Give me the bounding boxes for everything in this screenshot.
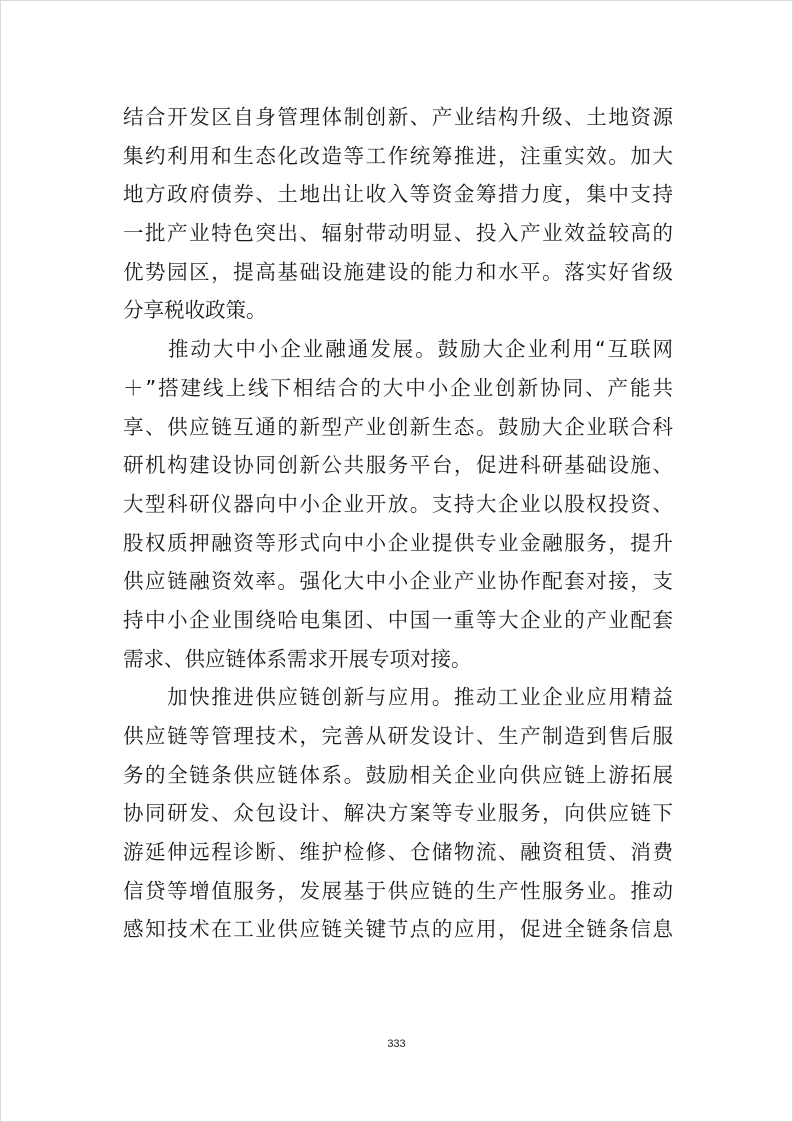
text-line: 加快推进供应链创新与应用。推动工业企业应用精益: [123, 685, 673, 710]
text-line: 供应链融资效率。强化大中小企业产业协作配套对接，支: [123, 569, 673, 594]
text-line: 协同研发、众包设计、解决方案等专业服务，向供应链下: [123, 801, 673, 826]
text-line: 游延伸远程诊断、维护检修、仓储物流、融资租赁、消费: [123, 840, 673, 865]
text-line: 推动大中小企业融通发展。鼓励大企业利用“互联网: [123, 337, 673, 362]
text-line: 研机构建设协同创新公共服务平台，促进科研基础设施、: [123, 453, 673, 478]
text-line: 股权质押融资等形式向中小企业提供专业金融服务，提升: [123, 530, 673, 555]
text-line: 集约利用和生态化改造等工作统筹推进，注重实效。加大: [123, 143, 673, 168]
text-line: 务的全链条供应链体系。鼓励相关企业向供应链上游拓展: [123, 762, 673, 787]
paragraph-2: [123, 330, 673, 678]
text-line: 享、供应链互通的新型产业创新生态。鼓励大企业联合科: [123, 414, 673, 439]
page-number: 333: [387, 1038, 406, 1050]
text-line: 感知技术在工业供应链关键节点的应用，促进全链条信息: [123, 917, 673, 942]
text-line: 优势园区，提高基础设施建设的能力和水平。落实好省级: [123, 259, 673, 284]
text-line: 需求、供应链体系需求开展专项对接。: [123, 646, 472, 671]
text-line: 一批产业特色突出、辐射带动明显、投入产业效益较高的: [123, 221, 673, 246]
text-line: 大型科研仪器向中小企业开放。支持大企业以股权投资、: [123, 491, 673, 516]
text-line: 信贷等增值服务，发展基于供应链的生产性服务业。推动: [123, 878, 673, 903]
paragraph-1: [123, 98, 673, 330]
text-line: 结合开发区自身管理体制创新、产业结构升级、土地资源: [123, 105, 673, 129]
text-line: ＋”搭建线上线下相结合的大中小企业创新协同、产能共: [123, 375, 673, 400]
document-body: [123, 98, 673, 949]
text-line: 持中小企业围绕哈电集团、中国一重等大企业的产业配套: [123, 607, 673, 632]
paragraph-3: [123, 678, 673, 949]
text-line: 地方政府债券、土地出让收入等资金筹措力度，集中支持: [123, 182, 673, 207]
text-line: 供应链等管理技术，完善从研发设计、生产制造到售后服: [123, 724, 673, 748]
text-line: 分享税收政策。: [123, 298, 267, 323]
